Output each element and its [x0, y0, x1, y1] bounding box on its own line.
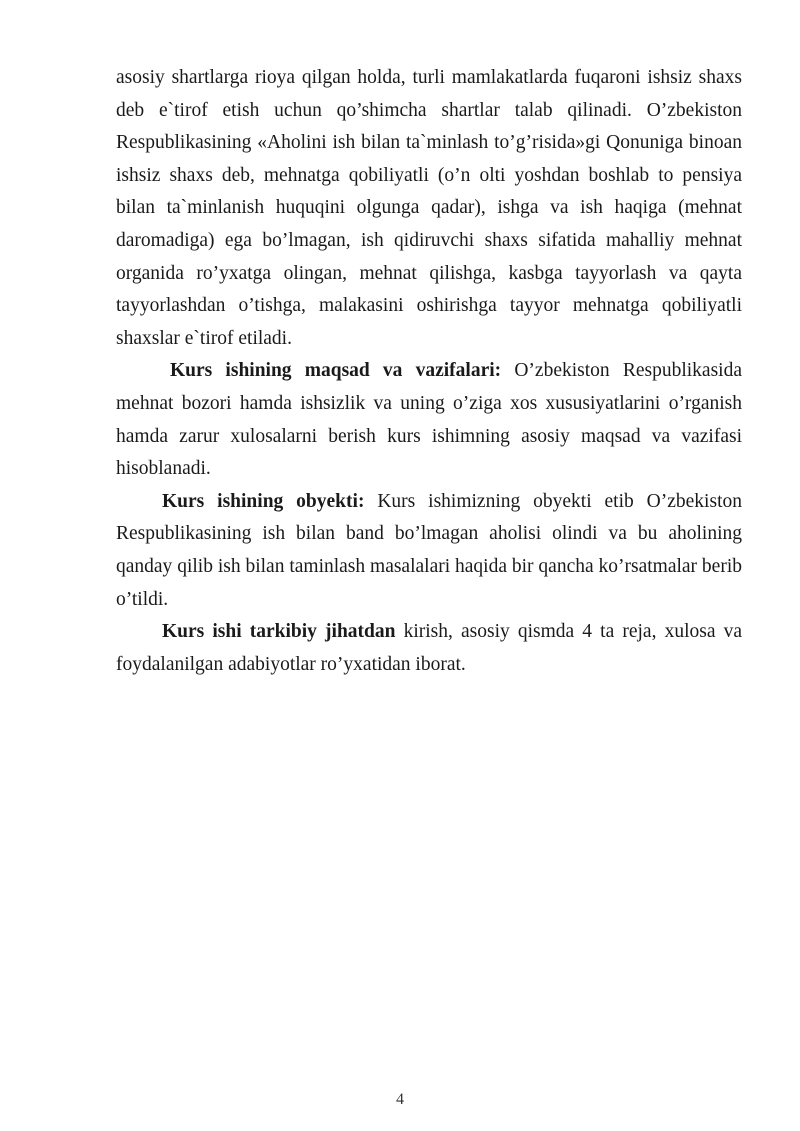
paragraph-heading-object: Kurs ishining obyekti: [162, 490, 365, 512]
paragraph-definition [116, 62, 742, 355]
document-body [116, 62, 742, 681]
page-number: 4 [396, 1091, 404, 1108]
paragraph-goals [116, 355, 742, 485]
paragraph-object [116, 486, 742, 616]
paragraph-text: Kurs ishimizning obyekti etib O’zbekiston Respublikasining ish bilan band bo’lmagan aholisi olindi va bu aholining qanday qilib ish bilan taminlash masalalari haqida bir qancha ko’rsatmalar berib o’tildi. [116, 490, 742, 610]
paragraph-text: asosiy shartlarga rioya qilgan holda, turli mamlakatlarda fuqaroni ishsiz shaxs deb e`tirof etish uchun qo’shimcha shartlar talab qilinadi. O’zbekiston Respublikasining «Aholini ish bilan ta`minlash to’g’risida»gi Qonuniga binoan ishsiz shaxs deb, mehnatga qobiliyatli (o’n olti yoshdan boshlab to pensiya bilan ta`minlanish huquqini olgunga qadar), ishga va ish haqiga (mehnat daromadiga) ega bo’lmagan, ish qidiruvchi shaxs sifatida mahalliy mehnat organida ro’yxatga olingan, mehnat qilishga, kasbga tayyorlash va qayta tayyorlashdan o’tishga, malakasini oshirishga tayyor mehnatga qobiliyatli shaxslar e`tirof etiladi. [116, 67, 742, 349]
paragraph-text: O’zbekiston Respublikasida mehnat bozori hamda ishsizlik va uning o’ziga xos xususiyatlarini o’rganish hamda zarur xulosalarni berish kurs ishimning asosiy maqsad va vazifasi hisoblanadi. [116, 360, 742, 480]
paragraph-heading-goals: Kurs ishining maqsad va vazifalari: [170, 360, 502, 382]
paragraph-structure [116, 616, 742, 681]
paragraph-heading-structure: Kurs ishi tarkibiy jihatdan [162, 621, 396, 643]
paragraph-text: kirish, asosiy qismda 4 ta reja, xulosa va foydalanilgan adabiyotlar ro’yxatidan iborat. [116, 621, 743, 675]
